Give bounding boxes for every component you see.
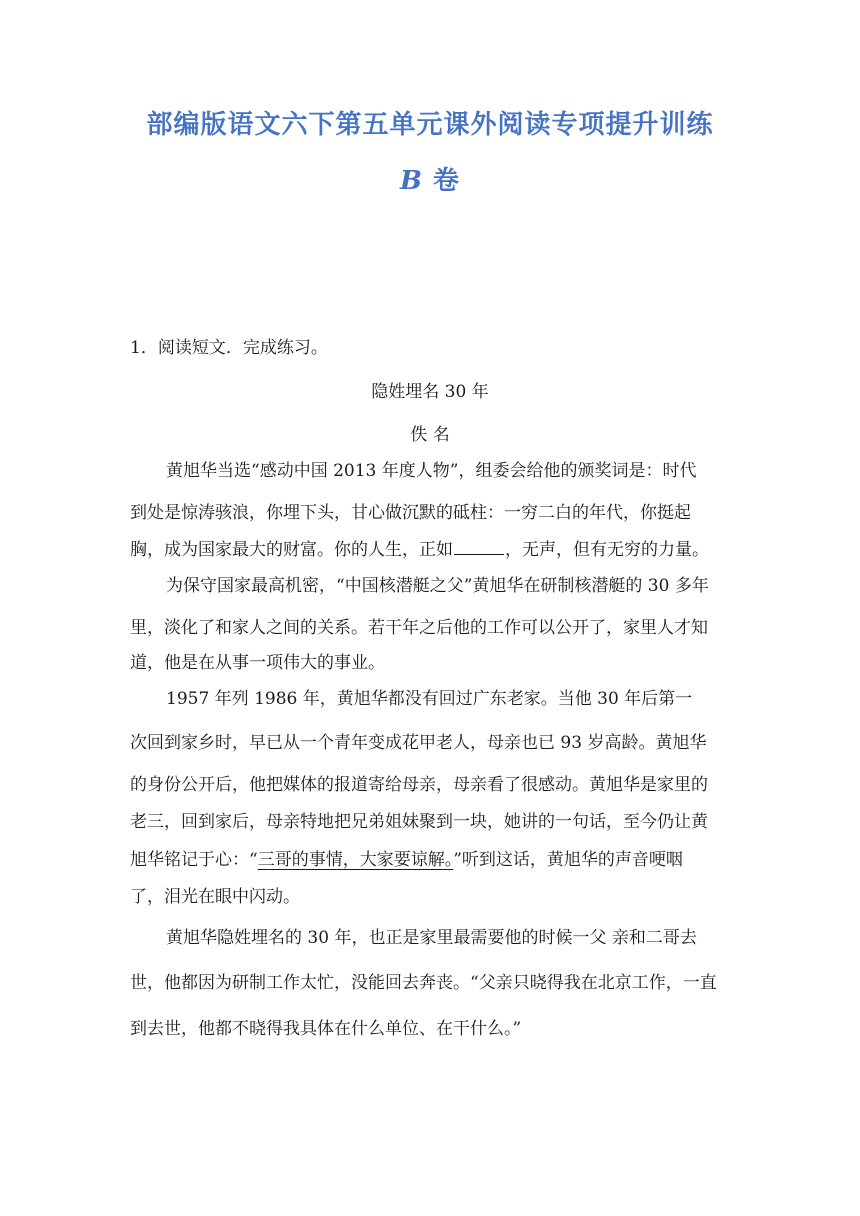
paragraph-line: 次回到家乡时，早已从一个青年变成花甲老人，母亲也已 93 岁高龄。黄旭华 — [130, 733, 707, 753]
paragraph-line: 1957 年列 1986 年，黄旭华都没有回过广东老家。当他 30 年后第一 — [166, 689, 693, 709]
article-title: 隐姓埋名 30 年 — [371, 382, 489, 402]
paragraph-line: 黄旭华隐姓埋名的 30 年，也正是家里最需要他的时候一父 亲和二哥去 — [166, 928, 697, 948]
paragraph-line: 到去世，他都不晓得我具体在什么单位、在干什么。” — [130, 1019, 522, 1039]
paragraph-text: 胸，成为国家最大的财富。你的人生，正如 — [130, 540, 453, 560]
paragraph-line: 到处是惊涛骇浪，你埋下头，甘心做沉默的砥柱：一穷二白的年代，你挺起 — [130, 503, 691, 523]
paragraph-text: 旭华铭记于心：“ — [130, 850, 258, 870]
article-author: 佚 名 — [410, 425, 450, 445]
document-title: 部编版语文六下第五单元课外阅读专项提升训练 — [146, 110, 714, 140]
paragraph-line: 道，他是在从事一项伟大的事业。 — [130, 653, 385, 673]
paragraph-line: 的身份公开后，他把媒体的报道寄给母亲，母亲看了很感动。黄旭华是家里的 — [130, 775, 708, 795]
underlined-quote: 三哥的事情，大家要谅解。 — [257, 850, 454, 870]
fill-in-blank[interactable] — [454, 536, 504, 555]
subtitle-volume-word: 卷 — [422, 166, 461, 196]
document-subtitle — [0, 160, 860, 197]
paragraph-line — [130, 848, 730, 872]
paragraph-line: 黄旭华当选“感动中国 2013 年度人物”，组委会给他的颁奖词是：时代 — [166, 461, 697, 481]
paragraph-line: 了，泪光在眼中闪动。 — [130, 887, 300, 907]
paragraph-line: 世，他都因为研制工作太忙，没能回去奔丧。“父亲只晓得我在北京工作，一直 — [130, 973, 717, 993]
paragraph-line: 老三，回到家后，母亲特地把兄弟姐妹聚到一块，她讲的一句话，至今仍让黄 — [130, 812, 708, 832]
subtitle-volume-letter: B — [399, 166, 423, 196]
paragraph-text: ，无声，但有无穷的力量。 — [505, 540, 709, 560]
paragraph-text: ”听到这话，黄旭华的声音哽咽 — [453, 850, 683, 870]
paragraph-line — [130, 536, 730, 562]
question-label: 1．阅读短文．完成练习。 — [130, 338, 328, 358]
paragraph-line: 为保守国家最高机密，“中国核潜艇之父”黄旭华在研制核潜艇的 30 多年 — [166, 576, 709, 596]
paragraph-line: 里，淡化了和家人之间的关系。若干年之后他的工作可以公开了，家里人才知 — [130, 618, 708, 638]
